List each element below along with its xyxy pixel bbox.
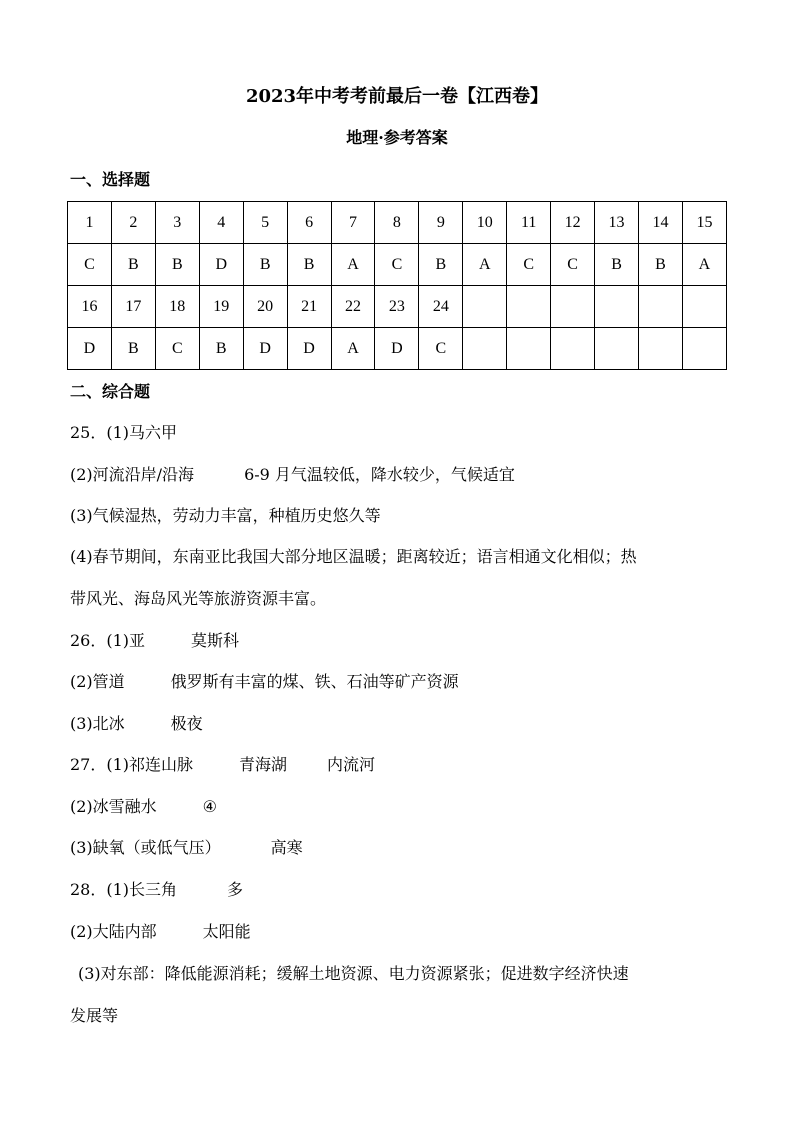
page-subtitle: 地理·参考答案: [346, 128, 448, 147]
answer-row: [68, 244, 727, 286]
answer-table: [67, 201, 727, 370]
q28-part2-answer-b: 太阳能: [202, 922, 251, 941]
q28-part1-answer-a: 28．(1)长三角: [70, 880, 178, 899]
answer-cell: D: [375, 328, 419, 370]
question-number-cell: 21: [287, 286, 331, 328]
answer-cell: [463, 328, 507, 370]
question-number-cell: [638, 286, 682, 328]
question-number-cell: 1: [68, 202, 112, 244]
q27-part1: [70, 753, 375, 777]
question-number-cell: 4: [199, 202, 243, 244]
question-number-cell: [595, 286, 639, 328]
question-number-cell: [507, 286, 551, 328]
answer-cell: C: [551, 244, 595, 286]
answer-cell: C: [375, 244, 419, 286]
q26-part2-answer-a: (2)管道: [70, 672, 125, 691]
answer-cell: A: [331, 328, 375, 370]
question-number-cell: 20: [243, 286, 287, 328]
answer-cell: C: [419, 328, 463, 370]
answer-cell: D: [243, 328, 287, 370]
answer-cell: A: [463, 244, 507, 286]
answer-cell: [551, 328, 595, 370]
question-number-cell: 22: [331, 286, 375, 328]
answer-cell: B: [419, 244, 463, 286]
question-number-row: [68, 202, 727, 244]
question-number-cell: 7: [331, 202, 375, 244]
question-number-cell: 12: [551, 202, 595, 244]
question-number-cell: 8: [375, 202, 419, 244]
q25-part2: [70, 463, 515, 487]
page-title: 2023年中考考前最后一卷【江西卷】: [245, 86, 549, 107]
question-number-cell: 9: [419, 202, 463, 244]
q28-part3-line1: (3)对东部：降低能源消耗；缓解土地资源、电力资源紧张；促进数字经济快速: [78, 964, 629, 983]
answer-cell: D: [68, 328, 112, 370]
answer-cell: C: [68, 244, 112, 286]
question-number-cell: 6: [287, 202, 331, 244]
answer-cell: [638, 328, 682, 370]
question-number-cell: [682, 286, 726, 328]
answer-cell: C: [507, 244, 551, 286]
q26-part1: [70, 629, 239, 653]
answer-cell: B: [155, 244, 199, 286]
answer-cell: B: [243, 244, 287, 286]
q28-part1-answer-b: 多: [227, 880, 244, 899]
q25-part2-answer-a: (2)河流沿岸/沿海: [70, 465, 195, 484]
question-number-cell: 2: [111, 202, 155, 244]
question-number-row: [68, 286, 727, 328]
question-number-cell: 18: [155, 286, 199, 328]
answer-cell: B: [111, 328, 155, 370]
q26-part3-answer-b: 极夜: [170, 714, 203, 733]
q25-part2-answer-b: 6-9 月气温较低，降水较少，气候适宜: [244, 465, 515, 484]
q26-part2-answer-b: 俄罗斯有丰富的煤、铁、石油等矿产资源: [170, 672, 459, 691]
answer-cell: B: [287, 244, 331, 286]
answer-cell: B: [199, 328, 243, 370]
question-number-cell: 13: [595, 202, 639, 244]
q28-part3-line2: 发展等: [70, 1006, 119, 1025]
question-number-cell: 11: [507, 202, 551, 244]
q25-part4-line1: (4)春节期间，东南亚比我国大部分地区温暖；距离较近；语言相通文化相似；热: [70, 547, 637, 566]
question-number-cell: 16: [68, 286, 112, 328]
answer-cell: B: [111, 244, 155, 286]
question-number-cell: 24: [419, 286, 463, 328]
q25-part4-line2: 带风光、海岛风光等旅游资源丰富。: [70, 589, 327, 608]
question-number-cell: 3: [155, 202, 199, 244]
answer-cell: D: [199, 244, 243, 286]
answer-row: [68, 328, 727, 370]
section-multiple-choice-heading: 一、选择题: [70, 170, 151, 189]
answer-cell: A: [331, 244, 375, 286]
q28-part1: [70, 878, 243, 902]
question-number-cell: 17: [111, 286, 155, 328]
q25-part1: 25．(1)马六甲: [70, 423, 178, 442]
answer-cell: C: [155, 328, 199, 370]
q26-part1-answer-b: 莫斯科: [191, 631, 240, 650]
q27-part3: [70, 836, 303, 860]
answer-cell: B: [638, 244, 682, 286]
answer-cell: D: [287, 328, 331, 370]
q26-part2: [70, 670, 459, 694]
q25-part3: (3)气候湿热，劳动力丰富，种植历史悠久等: [70, 506, 381, 525]
q26-part1-answer-a: 26．(1)亚: [70, 631, 146, 650]
q27-part2: [70, 795, 217, 819]
q28-part2-answer-a: (2)大陆内部: [70, 922, 157, 941]
answer-cell: [507, 328, 551, 370]
q27-part1-answer-c: 内流河: [327, 755, 376, 774]
question-number-cell: 14: [638, 202, 682, 244]
q27-part2-answer-a: (2)冰雪融水: [70, 797, 157, 816]
q27-part3-answer-b: 高寒: [270, 838, 303, 857]
q27-part3-answer-a: (3)缺氧（或低气压）: [70, 838, 221, 857]
question-number-cell: 19: [199, 286, 243, 328]
answer-cell: A: [682, 244, 726, 286]
question-number-cell: 23: [375, 286, 419, 328]
answer-cell: [682, 328, 726, 370]
q27-part2-answer-b: ④: [202, 797, 218, 816]
question-number-cell: 10: [463, 202, 507, 244]
q26-part3-answer-a: (3)北冰: [70, 714, 125, 733]
q26-part3: [70, 712, 203, 736]
question-number-cell: 15: [682, 202, 726, 244]
q27-part1-answer-b: 青海湖: [239, 755, 288, 774]
question-number-cell: [551, 286, 595, 328]
answer-cell: [595, 328, 639, 370]
question-number-cell: [463, 286, 507, 328]
q27-part1-answer-a: 27．(1)祁连山脉: [70, 755, 194, 774]
question-number-cell: 5: [243, 202, 287, 244]
q28-part2: [70, 920, 251, 944]
section-comprehensive-heading: 二、综合题: [70, 382, 151, 401]
answer-cell: B: [595, 244, 639, 286]
